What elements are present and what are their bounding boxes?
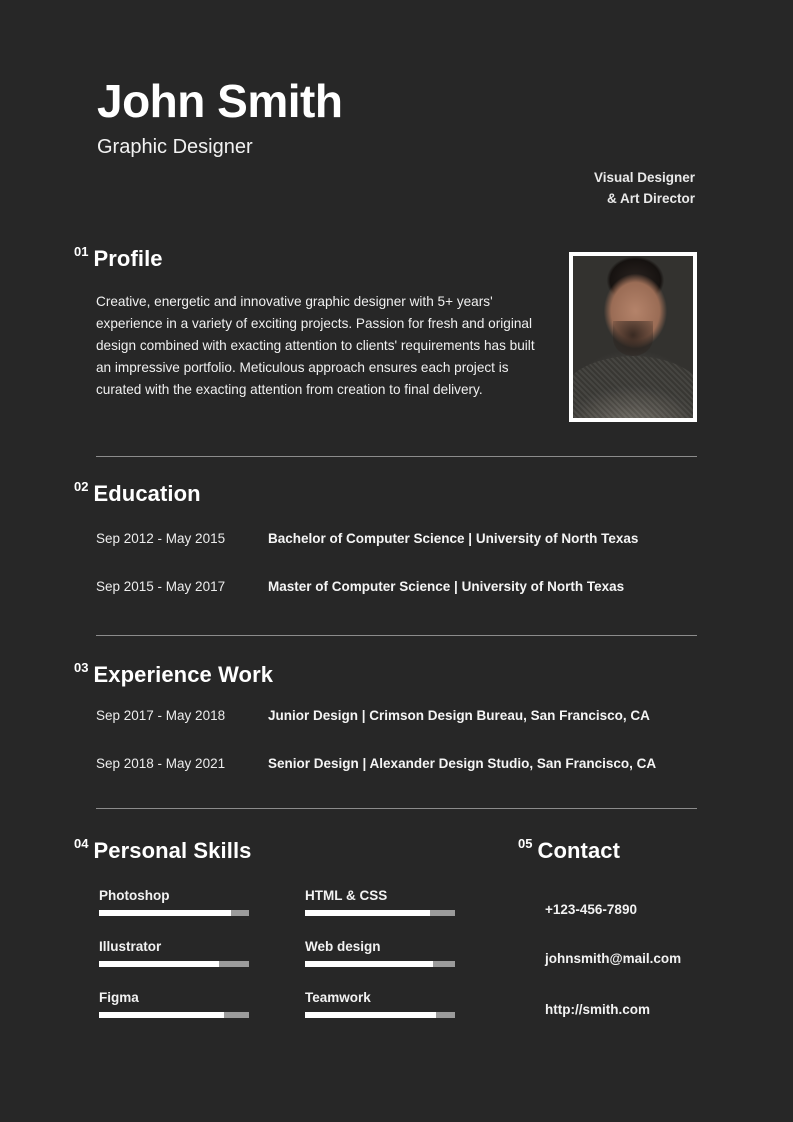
skill-item	[99, 939, 249, 967]
experience-dates: Sep 2018 - May 2021	[96, 756, 226, 771]
skill-item	[305, 888, 455, 916]
section-heading-skills	[74, 838, 252, 864]
section-number-profile: 01	[74, 244, 89, 259]
section-heading-education	[74, 481, 201, 507]
tagline-line-1: Visual Designer	[593, 170, 695, 185]
education-entry	[96, 531, 638, 546]
section-number-skills: 04	[74, 836, 89, 851]
contact-email[interactable]: johnsmith@mail.com	[545, 951, 682, 966]
skill-bar-fill	[305, 1012, 436, 1018]
portrait-beard-shading	[613, 321, 654, 357]
skill-bar-fill	[305, 910, 430, 916]
portrait-shoulders	[569, 356, 697, 422]
page-title: John Smith	[97, 75, 343, 127]
skill-bar-track	[99, 961, 249, 967]
skill-bar-fill	[99, 1012, 224, 1018]
section-heading-contact	[518, 838, 620, 864]
portrait-image	[573, 256, 693, 418]
contact-website[interactable]: http://smith.com	[545, 1002, 650, 1017]
experience-detail: Junior Design | Crimson Design Bureau, San Francisco, CA	[268, 708, 650, 723]
skill-label: Web design	[305, 939, 381, 954]
divider-2	[96, 635, 697, 636]
education-detail: Bachelor of Computer Science | University of North Texas	[268, 531, 639, 546]
skill-label: HTML & CSS	[305, 888, 388, 903]
contact-phone[interactable]: +123-456-7890	[545, 902, 637, 917]
skill-bar-fill	[99, 910, 231, 916]
section-title-education: Education	[93, 481, 201, 506]
divider-3	[96, 808, 697, 809]
education-dates: Sep 2015 - May 2017	[96, 579, 226, 594]
section-title-contact: Contact	[537, 838, 621, 863]
skill-bar-track	[305, 1012, 455, 1018]
skill-item	[99, 888, 249, 916]
section-heading-experience	[74, 662, 273, 688]
section-title-skills: Personal Skills	[93, 838, 252, 863]
header-tagline	[475, 168, 695, 210]
skill-bar-track	[99, 1012, 249, 1018]
skill-item	[99, 990, 249, 1018]
resume-header	[97, 75, 697, 159]
skill-bar-fill	[99, 961, 219, 967]
skill-label: Figma	[99, 990, 139, 1005]
education-detail: Master of Computer Science | University of North Texas	[268, 579, 625, 594]
skill-label: Photoshop	[99, 888, 170, 903]
skill-bar-track	[305, 910, 455, 916]
skill-item	[305, 939, 455, 967]
tagline-line-2: & Art Director	[606, 190, 695, 206]
section-title-experience: Experience Work	[93, 662, 274, 687]
section-title-profile: Profile	[93, 246, 163, 271]
experience-entry	[96, 756, 656, 771]
skill-bar-fill	[305, 961, 433, 967]
avatar	[569, 252, 697, 422]
section-number-experience: 03	[74, 660, 89, 675]
section-number-education: 02	[74, 479, 89, 494]
education-dates: Sep 2012 - May 2015	[96, 531, 226, 546]
section-number-contact: 05	[518, 836, 533, 851]
education-entry	[96, 579, 624, 594]
experience-detail: Senior Design | Alexander Design Studio, San Francisco, CA	[268, 756, 657, 771]
experience-dates: Sep 2017 - May 2018	[96, 708, 226, 723]
skill-item	[305, 990, 455, 1018]
divider-1	[96, 456, 697, 457]
skill-bar-track	[99, 910, 249, 916]
skill-bar-track	[305, 961, 455, 967]
skill-label: Teamwork	[305, 990, 371, 1005]
job-role: Graphic Designer	[97, 136, 253, 158]
experience-entry	[96, 708, 650, 723]
section-heading-profile	[74, 246, 163, 272]
skill-label: Illustrator	[99, 939, 162, 954]
profile-text: Creative, energetic and innovative graphic designer with 5+ years' experience in a variety of exciting projects. Passion for fresh and original design combined with exacting attention to clients' requirements has built an impressive portfolio. Meticulous approach ensures each project is curated with the exacting attention from creation to final delivery.	[96, 294, 535, 398]
